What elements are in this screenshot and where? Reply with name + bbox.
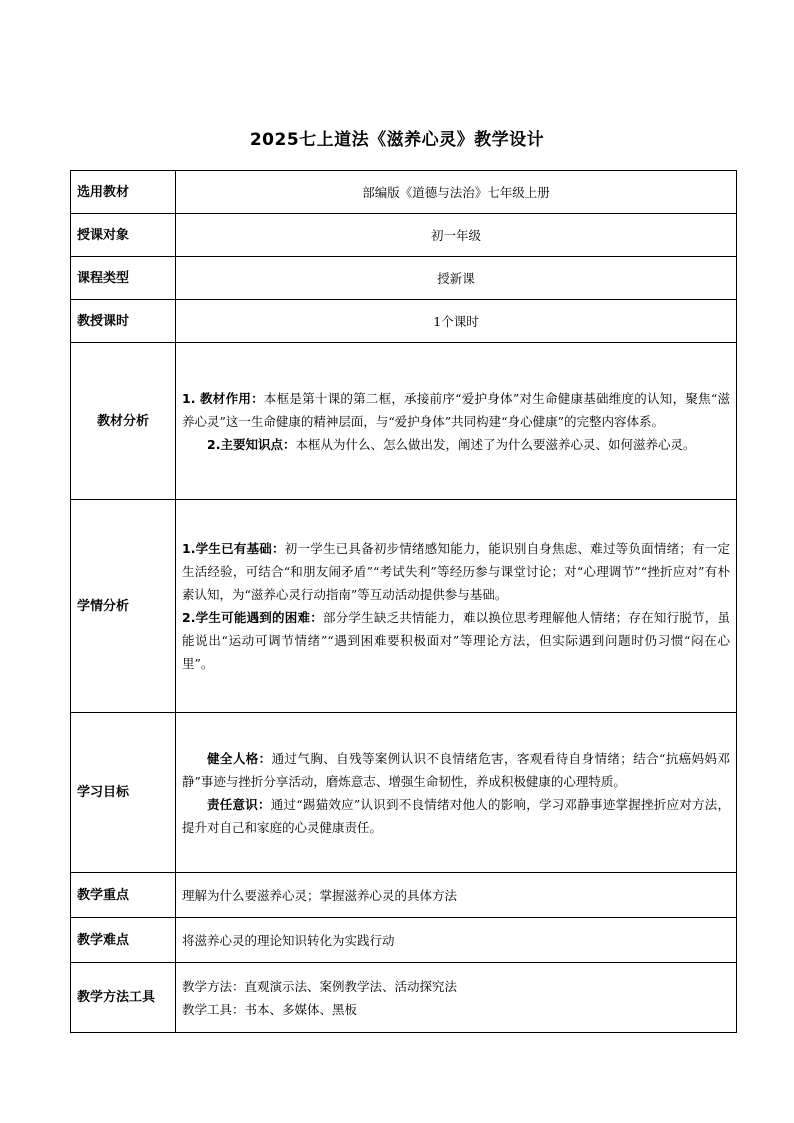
row-label: 教学难点 (71, 918, 176, 963)
row-value: 部编版《道德与法治》七年级上册 (176, 171, 737, 214)
paragraph-text: 初一学生已具备初步情绪感知能力，能识别自身焦虑、难过等负面情绪；有一定生活经验，可结合“和朋友闹矛盾”“考试失利”等经历参与课堂讨论；对“心理调节”“挫折应对”有朴素认知，为“滋养心灵行动指南”等互动活动提供参与基础。 (182, 541, 730, 602)
row-value (176, 500, 737, 713)
paragraph-text: 通过气胸、自残等案例认识不良情绪危害，客观看待自身情绪；结合“抗癌妈妈邓静”事迹与挫折分享活动，磨炼意志、增强生命韧性，养成积极健康的心理特质。 (182, 750, 730, 789)
paragraph (182, 747, 730, 793)
paragraph (182, 387, 730, 433)
row-value (176, 343, 737, 500)
paragraph (182, 433, 730, 456)
table-row (71, 343, 737, 500)
row-value: 初一年级 (176, 214, 737, 257)
table-row (71, 713, 737, 873)
paragraph-text: 本框是第十课的第二框，承接前序“爱护身体”对生命健康基础维度的认知，聚焦“滋养心灵”这一生命健康的精神层面，与“爱护身体”共同构建“身心健康”的完整内容体系。 (182, 390, 730, 429)
row-value: 将滋养心灵的理论知识转化为实践行动 (176, 918, 737, 963)
document-title: 2025七上道法《滋养心灵》教学设计 (249, 130, 545, 150)
row-value: 理解为什么要滋养心灵；掌握滋养心灵的具体方法 (176, 873, 737, 918)
paragraph-heading: 责任意识： (207, 796, 271, 812)
paragraph-text: 部分学生缺乏共情能力，难以换位思考理解他人情绪；存在知行脱节，虽能说出“运动可调节情绪”“遇到困难要积极面对”等理论方法，但实际遇到问题时仍习惯“闷在心里”。 (182, 610, 730, 671)
row-label: 授课对象 (71, 214, 176, 257)
row-value: 1个课时 (176, 300, 737, 343)
row-label: 选用教材 (71, 171, 176, 214)
table-row (71, 500, 737, 713)
paragraph-text: 通过“踢猫效应”认识到不良情绪对他人的影响，学习邓静事迹掌握挫折应对方法，提升对自己和家庭的心灵健康责任。 (182, 796, 730, 835)
paragraph-heading: 健全人格： (207, 750, 272, 766)
paragraph-heading: 2.学生可能遇到的困难： (182, 610, 323, 625)
paragraph (182, 606, 730, 675)
paragraph-heading: 1.学生已有基础： (182, 541, 285, 556)
paragraph (182, 537, 730, 606)
table-row (71, 214, 737, 257)
row-value (176, 963, 737, 1033)
lesson-plan-table (70, 170, 737, 1033)
row-label: 教学方法工具 (71, 963, 176, 1033)
row-label: 学习目标 (71, 713, 176, 873)
table-row (71, 963, 737, 1033)
paragraph (182, 793, 730, 839)
paragraph-heading: 1. 教材作用： (182, 390, 264, 406)
table-row (71, 257, 737, 300)
row-label: 教学重点 (71, 873, 176, 918)
row-label: 教授课时 (71, 300, 176, 343)
methods-line: 教学方法：直观演示法、案例教学法、活动探究法 (182, 978, 458, 994)
table-row (71, 873, 737, 918)
paragraph-text: 本框从为什么、怎么做出发，阐述了为什么要滋养心灵、如何滋养心灵。 (295, 436, 696, 452)
row-label: 教材分析 (71, 343, 176, 500)
row-value (176, 713, 737, 873)
table-row (71, 171, 737, 214)
table-row (71, 918, 737, 963)
table-row (71, 300, 737, 343)
row-label: 课程类型 (71, 257, 176, 300)
row-label: 学情分析 (71, 500, 176, 713)
tools-line: 教学工具：书本、多媒体、黑板 (182, 1001, 358, 1017)
row-value: 授新课 (176, 257, 737, 300)
paragraph-heading: 2.主要知识点： (207, 436, 296, 452)
